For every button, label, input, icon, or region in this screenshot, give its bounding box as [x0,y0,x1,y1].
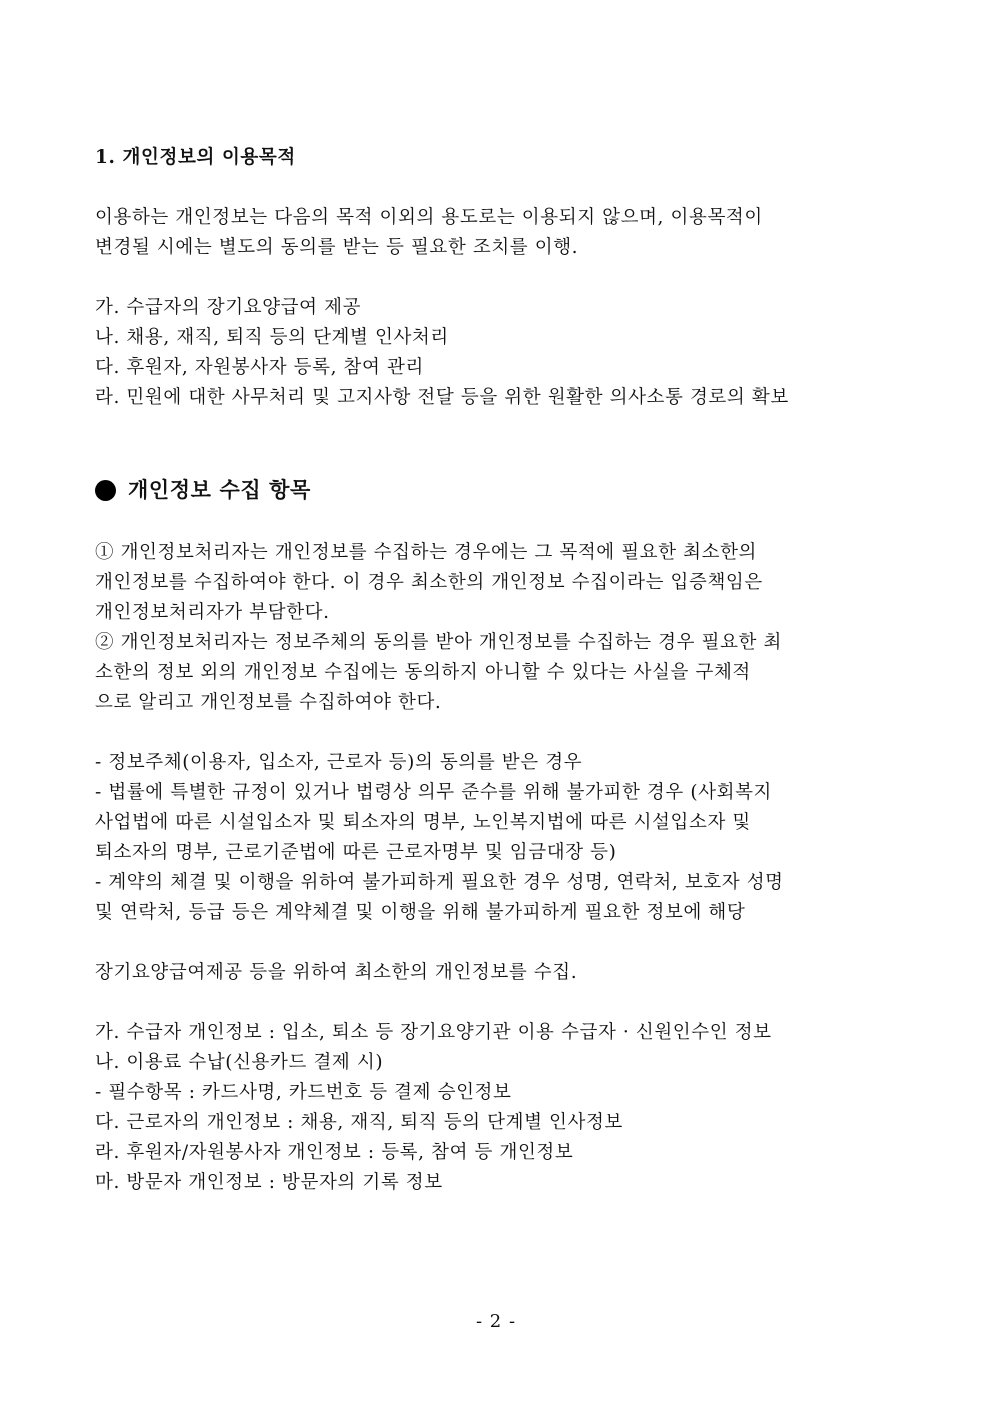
list-item: 라. 후원자/자원봉사자 개인정보 : 등록, 참여 등 개인정보 [95,1142,574,1163]
case-line: 퇴소자의 명부, 근로기준법에 따른 근로자명부 및 임금대장 등) [95,842,617,863]
section-heading-collection-items [95,476,311,504]
list-item: - 필수항목 : 카드사명, 카드번호 등 결제 승인정보 [95,1082,512,1103]
list-item: 나. 채용, 재직, 퇴직 등의 단계별 인사처리 [95,327,449,348]
list-item: 나. 이용료 수납(신용카드 결제 시) [95,1052,384,1073]
document-page [95,0,895,1403]
paragraph-line: 개인정보처리자가 부담한다. [95,602,330,623]
list-item: 다. 후원자, 자원봉사자 등록, 참여 관리 [95,357,424,378]
paragraph-line: 개인정보를 수집하여야 한다. 이 경우 최소한의 개인정보 수집이라는 입증책임은 [95,572,763,593]
case-line: - 법률에 특별한 규정이 있거나 법령상 의무 준수를 위해 불가피한 경우 (사회복지 [95,782,773,803]
bullet-circle-icon [95,480,116,501]
paragraph-line: 으로 알리고 개인정보를 수집하여야 한다. [95,692,442,713]
list-item: 가. 수급자 개인정보 : 입소, 퇴소 등 장기요양기관 이용 수급자 · 신원인수인 정보 [95,1022,772,1043]
list-item: 다. 근로자의 개인정보 : 채용, 재직, 퇴직 등의 단계별 인사정보 [95,1112,623,1133]
list-item: 라. 민원에 대한 사무처리 및 고지사항 전달 등을 위한 원활한 의사소통 경로의 확보 [95,387,789,408]
case-line: - 정보주체(이용자, 입소자, 근로자 등)의 동의를 받은 경우 [95,752,583,773]
case-line: - 계약의 체결 및 이행을 위하여 불가피하게 필요한 경우 성명, 연락처, 보호자 성명 [95,872,784,893]
section-heading-purpose: 1. 개인정보의 이용목적 [95,147,296,168]
list-item: 가. 수급자의 장기요양급여 제공 [95,297,362,318]
paragraph-line: ① 개인정보처리자는 개인정보를 수집하는 경우에는 그 목적에 필요한 최소한의 [95,542,758,563]
case-line: 사업법에 따른 시설입소자 및 퇴소자의 명부, 노인복지법에 따른 시설입소자 및 [95,812,751,833]
case-line: 및 연락처, 등급 등은 계약체결 및 이행을 위해 불가피하게 필요한 정보에 해당 [95,902,746,923]
section-heading-text: 개인정보 수집 항목 [128,477,311,502]
paragraph-line: 변경될 시에는 별도의 동의를 받는 등 필요한 조치를 이행. [95,237,579,258]
page-number: - 2 - [475,1311,517,1332]
summary-line: 장기요양급여제공 등을 위하여 최소한의 개인정보를 수집. [95,962,578,983]
list-item: 마. 방문자 개인정보 : 방문자의 기록 정보 [95,1172,443,1193]
paragraph-line: 이용하는 개인정보는 다음의 목적 이외의 용도로는 이용되지 않으며, 이용목적이 [95,207,763,228]
paragraph-line: ② 개인정보처리자는 정보주체의 동의를 받아 개인정보를 수집하는 경우 필요한 최 [95,632,782,653]
paragraph-line: 소한의 정보 외의 개인정보 수집에는 동의하지 아니할 수 있다는 사실을 구체적 [95,662,751,683]
